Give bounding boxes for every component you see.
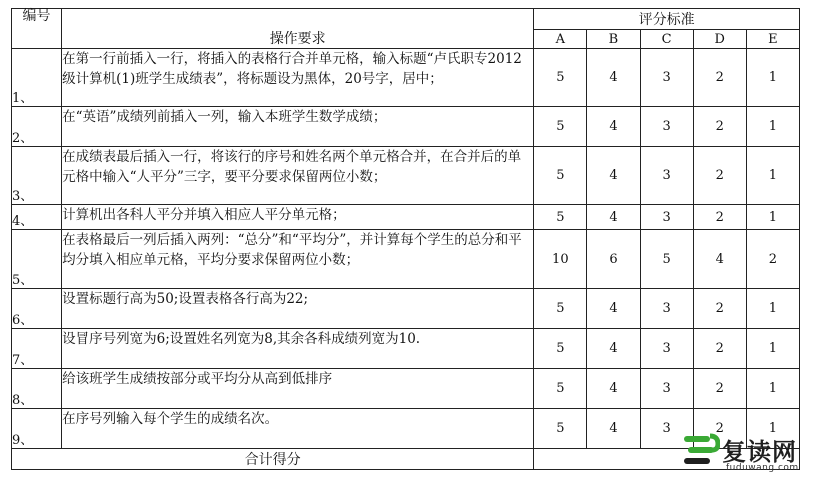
score-a: 5 <box>534 289 587 329</box>
row-number: 4、 <box>12 205 62 230</box>
total-score-label: 合计得分 <box>12 449 534 470</box>
score-a: 5 <box>534 409 587 449</box>
score-d: 2 <box>693 369 746 409</box>
score-b: 4 <box>587 409 640 449</box>
score-a: 5 <box>534 205 587 230</box>
score-e: 2 <box>746 230 799 289</box>
row-number: 2、 <box>12 107 62 147</box>
watermark-name: 复读网 <box>722 438 797 466</box>
row-number: 9、 <box>12 409 62 449</box>
table-row <box>12 107 800 147</box>
score-a: 10 <box>534 230 587 289</box>
requirement-text: 在序号列输入每个学生的成绩名次。 <box>62 409 534 449</box>
level-header-a: A <box>534 30 587 49</box>
table-row <box>12 49 800 107</box>
watermark-url: fuduwang.com <box>726 463 799 473</box>
score-d: 4 <box>693 230 746 289</box>
level-header-b: B <box>587 30 640 49</box>
score-c: 3 <box>640 289 693 329</box>
number-column-header: 编号 <box>12 9 62 49</box>
score-d: 2 <box>693 289 746 329</box>
score-b: 4 <box>587 147 640 205</box>
level-header-d: D <box>693 30 746 49</box>
score-c: 3 <box>640 205 693 230</box>
row-number: 8、 <box>12 369 62 409</box>
table-row <box>12 205 800 230</box>
requirement-text: 设冒序号列宽为6;设置姓名列宽为8,其余各科成绩列宽为10. <box>62 329 534 369</box>
score-b: 4 <box>587 49 640 107</box>
score-d: 2 <box>693 205 746 230</box>
logo-mark-icon <box>682 432 720 468</box>
requirement-text: 在第一行前插入一行，将插入的表格行合并单元格，输入标题“卢氏职专2012级计算机(1)班学生成绩表”，将标题设为黑体，20号字，居中； <box>62 49 534 107</box>
score-e: 1 <box>746 289 799 329</box>
score-e: 1 <box>746 369 799 409</box>
score-b: 4 <box>587 107 640 147</box>
standard-column-header: 评分标准 <box>534 9 800 30</box>
score-e: 1 <box>746 147 799 205</box>
level-header-e: E <box>746 30 799 49</box>
score-c: 5 <box>640 230 693 289</box>
requirement-text: 给该班学生成绩按部分或平均分从高到低排序 <box>62 369 534 409</box>
requirement-text: 计算机出各科人平分并填入相应人平分单元格； <box>62 205 534 230</box>
score-e: 1 <box>746 409 799 449</box>
row-number: 6、 <box>12 289 62 329</box>
table-row <box>12 369 800 409</box>
score-a: 5 <box>534 107 587 147</box>
table-row <box>12 230 800 289</box>
level-header-c: C <box>640 30 693 49</box>
score-c: 3 <box>640 409 693 449</box>
score-b: 4 <box>587 329 640 369</box>
score-d: 2 <box>693 409 746 449</box>
table-row <box>12 329 800 369</box>
score-d: 2 <box>693 49 746 107</box>
score-e: 1 <box>746 107 799 147</box>
requirements-column-header: 操作要求 <box>62 9 534 49</box>
score-d: 2 <box>693 329 746 369</box>
table-row <box>12 289 800 329</box>
score-a: 5 <box>534 369 587 409</box>
score-c: 3 <box>640 369 693 409</box>
score-d: 2 <box>693 107 746 147</box>
score-a: 5 <box>534 49 587 107</box>
score-c: 3 <box>640 329 693 369</box>
score-e: 1 <box>746 329 799 369</box>
row-number: 1、 <box>12 49 62 107</box>
grading-table <box>11 8 800 470</box>
score-c: 3 <box>640 147 693 205</box>
requirement-text: 在“英语”成绩列前插入一列，输入本班学生数学成绩； <box>62 107 534 147</box>
score-e: 1 <box>746 49 799 107</box>
requirement-text: 设置标题行高为50;设置表格各行高为22; <box>62 289 534 329</box>
score-a: 5 <box>534 147 587 205</box>
score-b: 4 <box>587 205 640 230</box>
row-number: 3、 <box>12 147 62 205</box>
score-b: 4 <box>587 369 640 409</box>
score-b: 6 <box>587 230 640 289</box>
requirement-text: 在表格最后一列后插入两列：“总分”和“平均分”，并计算每个学生的总分和平均分填入相应单元格，平均分要求保留两位小数； <box>62 230 534 289</box>
watermark-logo <box>682 430 810 476</box>
score-c: 3 <box>640 107 693 147</box>
score-d: 2 <box>693 147 746 205</box>
score-c: 3 <box>640 49 693 107</box>
row-number: 5、 <box>12 230 62 289</box>
score-a: 5 <box>534 329 587 369</box>
row-number: 7、 <box>12 329 62 369</box>
requirement-text: 在成绩表最后插入一行，将该行的序号和姓名两个单元格合并，在合并后的单元格中输入“人平分”三字，要平分要求保留两位小数； <box>62 147 534 205</box>
score-b: 4 <box>587 289 640 329</box>
score-e: 1 <box>746 205 799 230</box>
table-row <box>12 147 800 205</box>
